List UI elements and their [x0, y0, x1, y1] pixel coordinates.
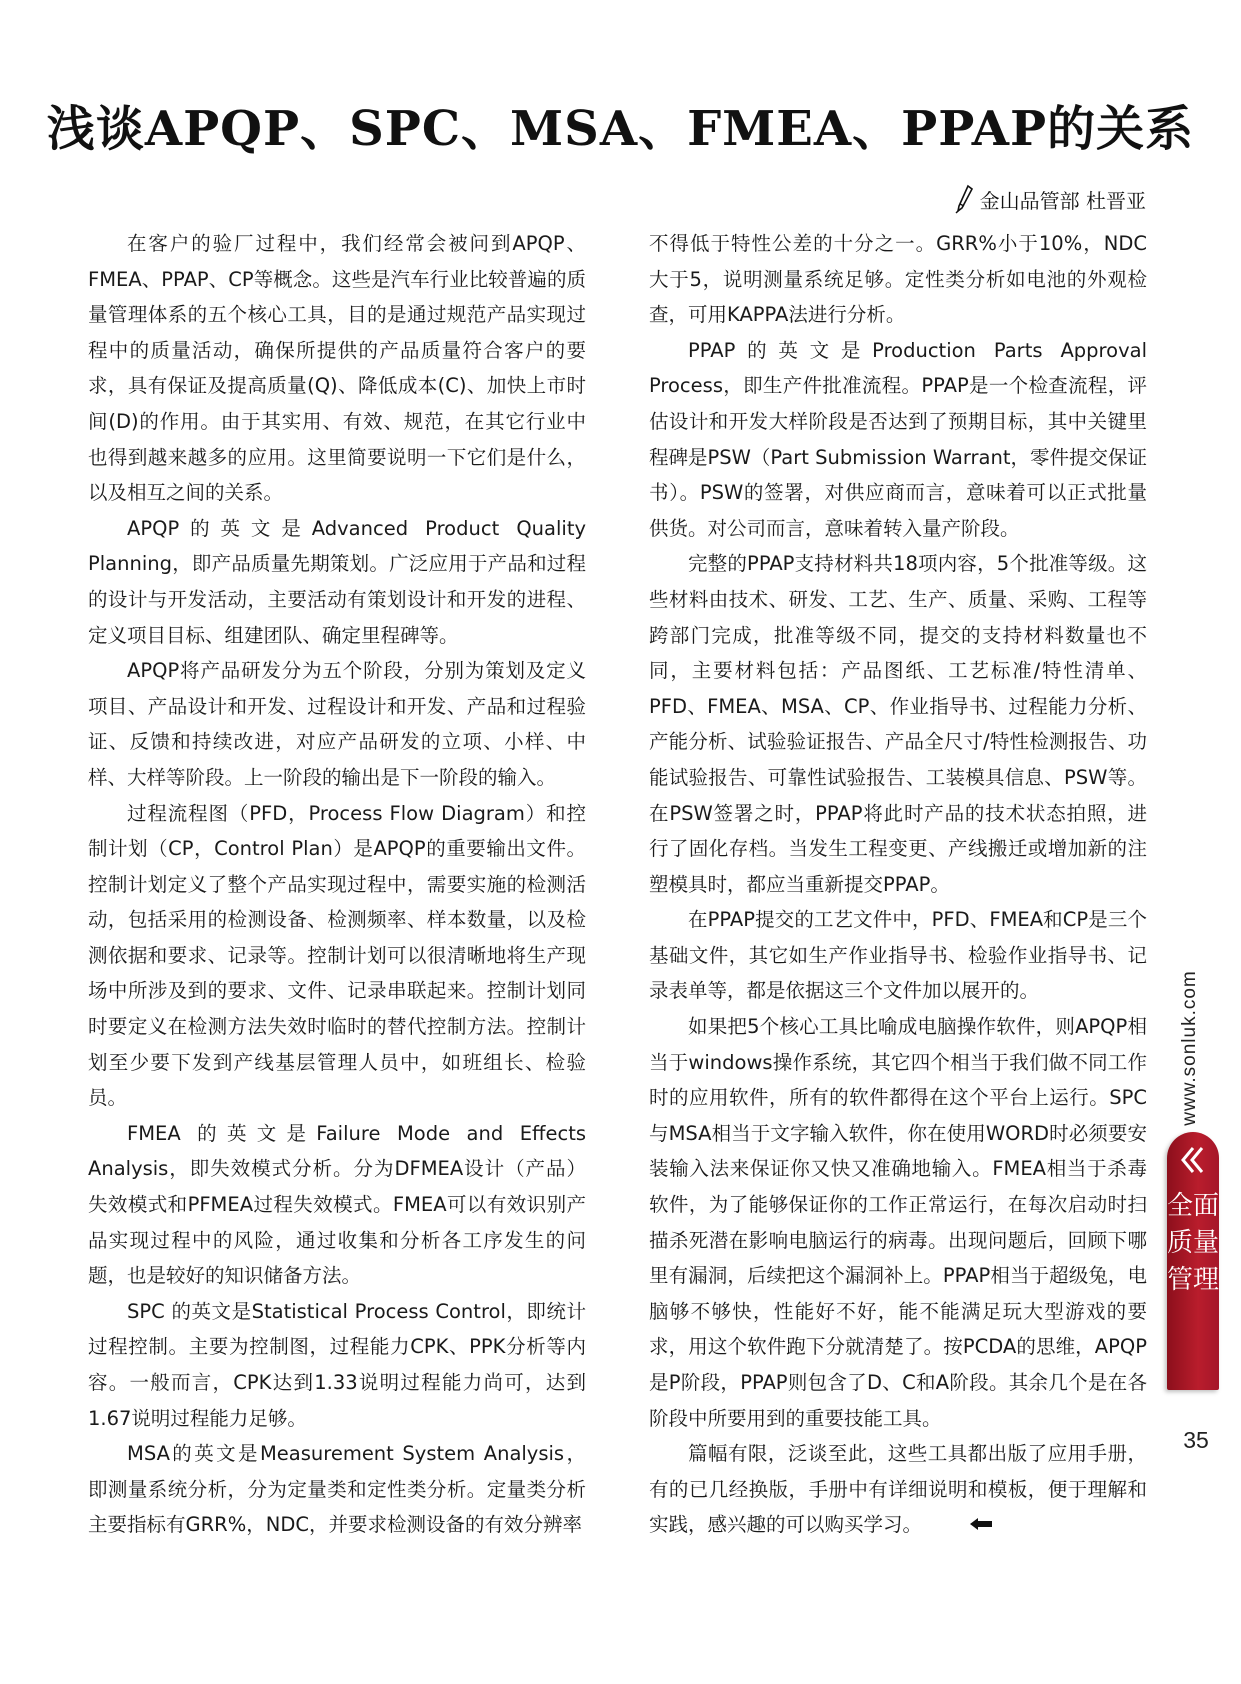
paragraph: MSA的英文是Measurement System Analysis，即测量系统分析，分为定量类和定性类分析。定量类分析主要指标有GRR%，NDC，并要求检测设备的有效分辨率	[88, 1442, 586, 1537]
paragraph: 过程流程图（PFD，Process Flow Diagram）和控制计划（CP，Control Plan）是APQP的重要输出文件。控制计划定义了整个产品实现过程中，需要实施的检测活动，包括采用的检测设备、检测频率、样本数量，以及检测依据和要求、记录等。控制计划可以很清晰地将生产现场中所涉及到的要求、文件、记录串联起来。控制计划同时要定义在检测方法失效时临时的替代控制方法。控制计划至少要下发到产线基层管理人员中，如班组长、检验员。	[88, 801, 586, 1110]
author-name: 金山品管部 杜晋亚	[979, 188, 1146, 213]
end-mark-icon	[930, 1508, 993, 1544]
paragraph: 不得低于特性公差的十分之一。GRR%小于10%，NDC大于5，说明测量系统足够。定性类分析如电池的外观检查，可用KAPPA法进行分析。	[649, 232, 1147, 327]
website-url	[1180, 948, 1200, 1148]
author-byline	[954, 184, 1146, 214]
paragraph: SPC 的英文是Statistical Process Control，即统计过程控制。主要为控制图，过程能力CPK、PPK分析等内容。一般而言，CPK达到1.33说明过程能力尚可，达到1.67说明过程能力足够。	[88, 1299, 586, 1430]
paragraph: PPAP的英文是Production Parts Approval Process，即生产件批准流程。PPAP是一个检查流程，评估设计和开发大样阶段是否达到了预期目标，其中关键里程碑是PSW（Part Submission Warrant，零件提交保证书）。PSW的签署，对供应商而言，意味着可以正式批量供货。对公司而言，意味着转入量产阶段。	[649, 338, 1147, 540]
paragraph-text: 篇幅有限，泛谈至此，这些工具都出版了应用手册，有的已几经换版，手册中有详细说明和模板，便于理解和实践，感兴趣的可以购买学习。	[649, 1442, 1147, 1537]
paragraph: 完整的PPAP支持材料共18项内容，5个批准等级。这些材料由技术、研发、工艺、生产、质量、采购、工程等跨部门完成，批准等级不同，提交的支持材料数量也不同，主要材料包括：产品图纸、工艺标准/特性清单、PFD、FMEA、MSA、CP、作业指导书、过程能力分析、产能分析、试验验证报告、产品全尺寸/特性检测报告、功能试验报告、可靠性试验报告、工装模具信息、PSW等。在PSW签署之时，PPAP将此时产品的技术状态拍照，进行了固化存档。当发生工程变更、产线搬迁或增加新的注塑模具时，都应当重新提交PPAP。	[649, 552, 1147, 896]
paragraph: 在PPAP提交的工艺文件中，PFD、FMEA和CP是三个基础文件，其它如生产作业指导书、检验作业指导书、记录表单等，都是依据这三个文件加以展开的。	[649, 908, 1147, 1003]
last-paragraph	[649, 1436, 1147, 1543]
left-column	[88, 226, 586, 1543]
right-column	[649, 226, 1147, 1544]
paragraph: 如果把5个核心工具比喻成电脑操作软件，则APQP相当于windows操作系统，其它四个相当于我们做不同工作时的应用软件，所有的软件都得在这个平台上运行。SPC与MSA相当于文字输入软件，你在使用WORD时必须要安装输入法来保证你又快又准确地输入。FMEA相当于杀毒软件，为了能够保证你的工作正常运行，在每次启动时扫描杀死潜在影响电脑运行的病毒。出现问题后，回顾下哪里有漏洞，后续把这个漏洞补上。PPAP相当于超级兔，电脑够不够快，性能好不好，能不能满足玩大型游戏的要求，用这个软件跑下分就清楚了。按PCDA的思维，APQP是P阶段，PPAP则包含了D、C和A阶段。其余几个是在各阶段中所要用到的重要技能工具。	[649, 1015, 1147, 1430]
website-text: www.sonluk.com	[1179, 970, 1200, 1126]
paragraph: APQP的英文是Advanced Product Quality Planning，即产品质量先期策划。广泛应用于产品和过程的设计与开发活动，主要活动有策划设计和开发的进程、定义项目目标、组建团队、确定里程碑等。	[88, 516, 586, 647]
paragraph: 在客户的验厂过程中，我们经常会被问到APQP、FMEA、PPAP、CP等概念。这些是汽车行业比较普遍的质量管理体系的五个核心工具，目的是通过规范产品实现过程中的质量活动，确保所提供的产品质量符合客户的要求，具有保证及提高质量(Q)、降低成本(C)、加快上市时间(D)的作用。由于其实用、有效、规范，在其它行业中也得到越来越多的应用。这里简要说明一下它们是什么，以及相互之间的关系。	[88, 232, 586, 505]
double-chevron-icon	[1175, 1142, 1211, 1182]
article-title: 浅谈APQP、SPC、MSA、FMEA、PPAP的关系	[46, 101, 1195, 157]
pen-icon	[954, 184, 974, 214]
paragraph: APQP将产品研发分为五个阶段，分别为策划及定义项目、产品设计和开发、过程设计和开发、产品和过程验证、反馈和持续改进，对应产品研发的立项、小样、中样、大样等阶段。上一阶段的输出是下一阶段的输入。	[88, 659, 586, 789]
paragraph: FMEA 的英文是Failure Mode and Effects Analysis，即失效模式分析。分为DFMEA设计（产品）失效模式和PFMEA过程失效模式。FMEA可以有效识别产品实现过程中的风险，通过收集和分析各工序发生的问题，也是较好的知识储备方法。	[88, 1121, 586, 1288]
page-number: 35	[1183, 1427, 1209, 1453]
section-tab	[1167, 1132, 1219, 1390]
section-label: 全面质量管理	[1167, 1191, 1220, 1295]
